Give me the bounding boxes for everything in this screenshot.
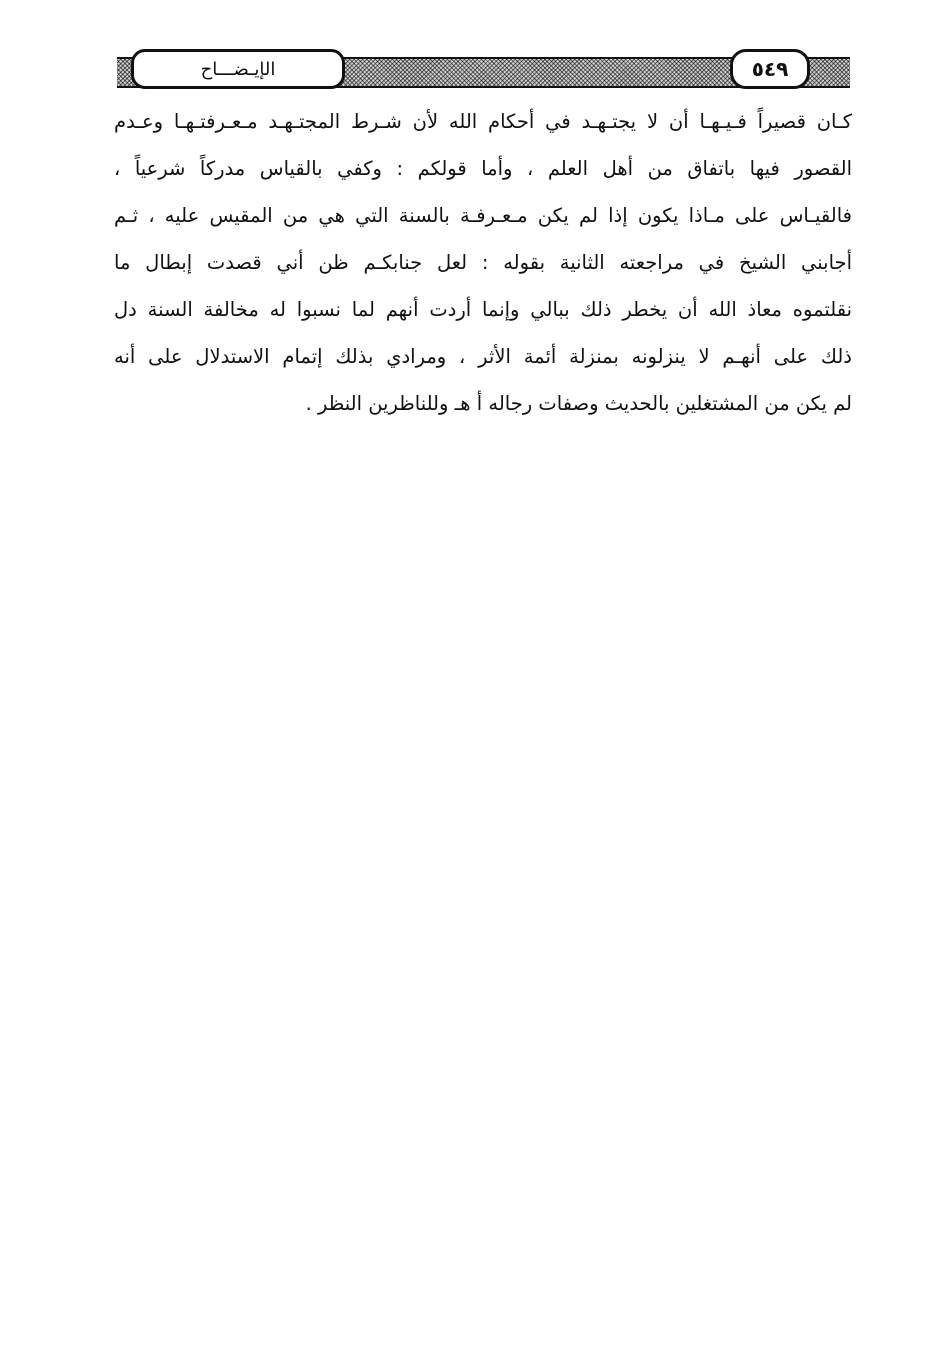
page-number: ٥٤٩ <box>751 57 789 81</box>
page-header <box>117 49 850 93</box>
text-line: ذلك على أنهـم لا ينزلونه بمنزلة أئمة الأثر ، ومرادي بذلك إتمام الاستدلال على أنه <box>114 345 852 368</box>
running-title: الإيـضـــاح <box>200 58 276 80</box>
text-line: كـان قصيراً فـيـهـا أن لا يجتـهـد في أحكام الله لأن شـرط المجتـهـد مـعـرفتـهـا وعـدم <box>114 110 852 133</box>
running-title-box <box>131 49 345 89</box>
text-line: فالقيـاس على مـاذا يكون إذا لم يكن مـعـرفـة بالسنة التي هي من المقيس عليه ، ثـم <box>114 204 852 227</box>
page-number-box <box>730 49 810 89</box>
text-line: القصور فيها باتفاق من أهل العلم ، وأما قولكم : وكفي بالقياس مدركاً شرعياً ، <box>114 157 852 180</box>
text-line: أجابني الشيخ في مراجعته الثانية بقوله : لعل جنابكـم ظن أني قصدت إبطال ما <box>114 251 852 274</box>
text-line: نقلتموه معاذ الله أن يخطر ذلك ببالي وإنما أردت أنهم لما نسبوا له مخالفة السنة دل <box>114 298 852 321</box>
text-line-last: لم يكن من المشتغلين بالحديث وصفات رجاله أ هـ وللناظرين النظر . <box>305 392 852 415</box>
body-paragraph <box>114 98 852 427</box>
